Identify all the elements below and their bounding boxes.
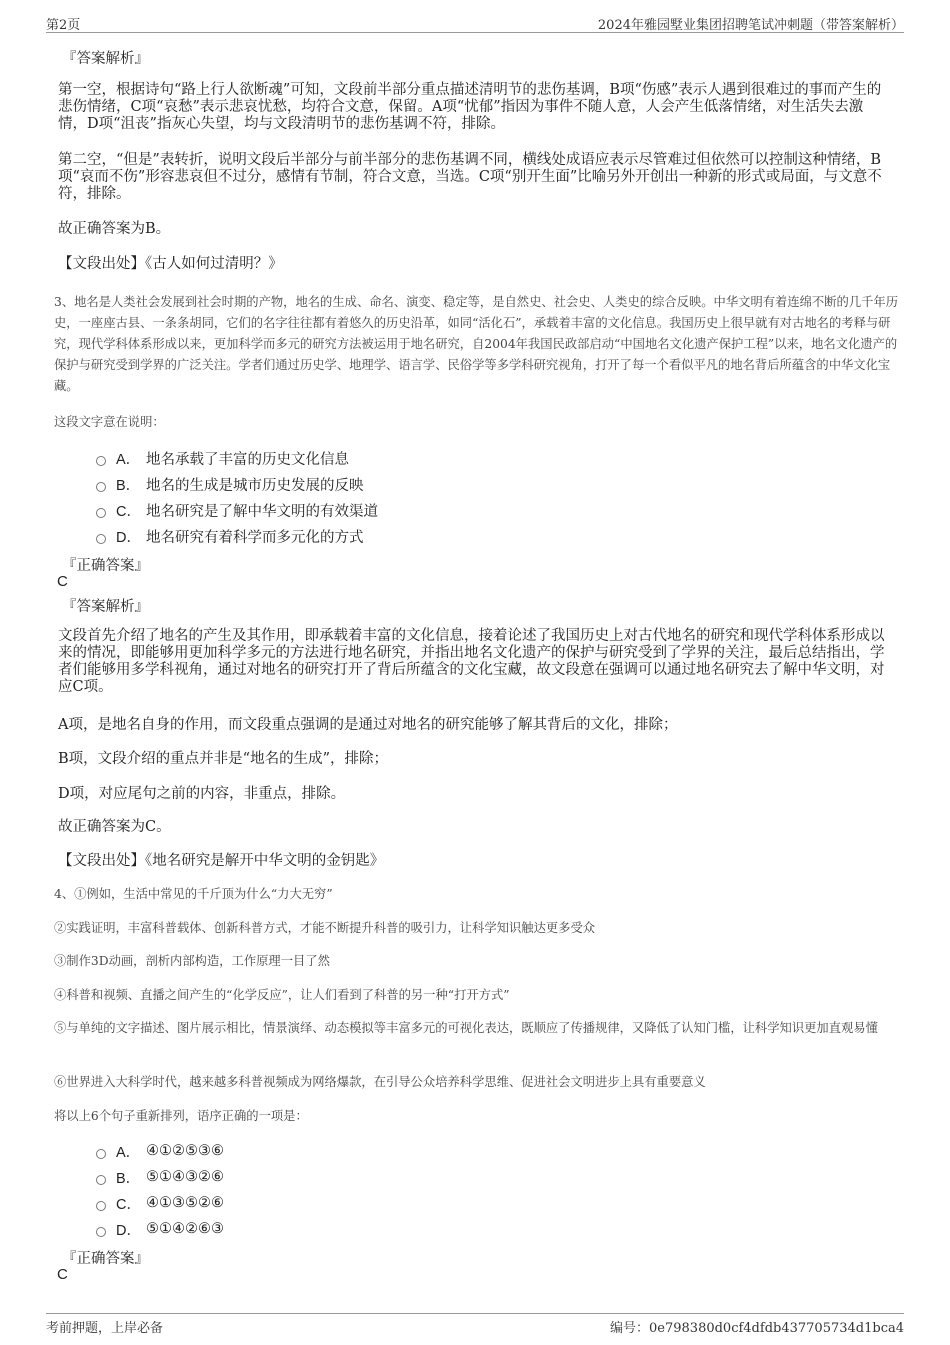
document-id: 编号：0e798380d0cf4dfdb437705734d1bca4 bbox=[610, 1321, 904, 1336]
radio-icon[interactable] bbox=[96, 482, 106, 492]
analysis-label: 『答案解析』 bbox=[62, 599, 149, 615]
option-a[interactable]: A． ④①②⑤③⑥ bbox=[96, 1141, 224, 1161]
radio-icon[interactable] bbox=[96, 1175, 106, 1185]
conclusion: 故正确答案为B。 bbox=[58, 221, 171, 237]
radio-icon[interactable] bbox=[96, 1149, 106, 1159]
question-prompt: 这段文字意在说明： bbox=[54, 415, 165, 429]
sentence-1: 4、①例如，生活中常见的千斤顶为什么“力大无穷” bbox=[54, 887, 333, 901]
correct-answer: C bbox=[57, 573, 68, 590]
sentence-6: ⑥世界进入大科学时代，越来越多科普视频成为网络爆款，在引导公众培养科学思维、促进社会文明进步上具有重要意义 bbox=[54, 1075, 706, 1089]
radio-icon[interactable] bbox=[96, 456, 106, 466]
radio-icon[interactable] bbox=[96, 1227, 106, 1237]
page-header bbox=[46, 12, 904, 33]
question-stem: 3、地名是人类社会发展到社会时期的产物，地名的生成、命名、演变、稳定等，是自然史、社会史、人类史的综合反映。中华文明有着连绵不断的几千年历史，一座座古县、一条条胡同，它们的名字往往都有着悠久的历史沿革，如同“活化石”，承载着丰富的文化信息。我国历史上很早就有对古地名的考释与研究，现代学科体系形成以来，更加科学而多元的研究方法被运用于地名研究，自2004年我国民政部启动“中国地名文化遗产保护工程”以来，地名文化遗产的保护与研究受到学界的广泛关注。学者们通过历史学、地理学、语言学、民俗学等多学科研究视角，打开了每一个看似平凡的地名背后所蕴含的中华文化宝藏。 bbox=[54, 295, 899, 393]
option-b[interactable]: B． 地名的生成是城市历史发展的反映 bbox=[96, 474, 364, 494]
option-c[interactable]: C． 地名研究是了解中华文明的有效渠道 bbox=[96, 500, 378, 520]
correct-answer: C bbox=[57, 1266, 68, 1283]
radio-icon[interactable] bbox=[96, 1201, 106, 1211]
document-title: 2024年雅园墅业集团招聘笔试冲刺题（带答案解析） bbox=[597, 18, 904, 33]
analysis-label: 『答案解析』 bbox=[62, 51, 149, 67]
sentence-4: ④科普和视频、直播之间产生的“化学反应”，让人们看到了科普的另一种“打开方式” bbox=[54, 988, 510, 1002]
analysis-paragraph: 文段首先介绍了地名的产生及其作用，即承载着丰富的文化信息，接着论述了我国历史上对古代地名的研究和现代学科体系形成以来的情况，即能够用更加科学多元的方法进行地名研究，并指出地名文化遗产的保护与研究受到了学界的关注，最后总结指出，学者们能够用多学科视角，通过对地名的研究打开了背后所蕴含的文化宝藏，故文段意在强调可以通过地名研究去了解中华文明，对应C项。 bbox=[58, 628, 885, 695]
source: 【文段出处】《古人如何过清明？》 bbox=[58, 256, 283, 272]
page-number: 第2页 bbox=[46, 18, 81, 33]
footer-slogan: 考前押题，上岸必备 bbox=[46, 1321, 164, 1336]
correct-answer-label: 『正确答案』 bbox=[62, 1251, 149, 1267]
analysis-line: D项，对应尾句之前的内容，非重点，排除。 bbox=[58, 786, 346, 802]
analysis-paragraph: 第一空，根据诗句“路上行人欲断魂”可知，文段前半部分重点描述清明节的悲伤基调，B项“伤感”表示人遇到很难过的事而产生的悲伤情绪，C项“哀愁”表示悲哀忧愁，均符合文意，保留。A项“忧郁”指因为事件不随人意，人会产生低落情绪，对生活失去激情，D项“沮丧”指灰心失望，均与文段清明节的悲伤基调不符，排除。 bbox=[58, 82, 882, 132]
question-prompt: 将以上6个句子重新排列，语序正确的一项是： bbox=[54, 1109, 308, 1123]
page-footer bbox=[46, 1313, 904, 1334]
analysis-line: A项，是地名自身的作用，而文段重点强调的是通过对地名的研究能够了解其背后的文化，排除； bbox=[58, 717, 678, 733]
option-b[interactable]: B． ⑤①④③②⑥ bbox=[96, 1167, 224, 1187]
correct-answer-label: 『正确答案』 bbox=[62, 558, 149, 574]
radio-icon[interactable] bbox=[96, 534, 106, 544]
option-a[interactable]: A． 地名承载了丰富的历史文化信息 bbox=[96, 448, 349, 468]
analysis-paragraph: 第二空，“但是”表转折，说明文段后半部分与前半部分的悲伤基调不同，横线处成语应表示尽管难过但依然可以控制这种情绪，B项“哀而不伤”形容悲哀但不过分，感情有节制，符合文意，当选。C项“别开生面”比喻另外开创出一种新的形式或局面，与文意不符，排除。 bbox=[58, 152, 882, 202]
sentence-2: ②实践证明，丰富科普载体、创新科普方式，才能不断提升科普的吸引力，让科学知识触达更多受众 bbox=[54, 921, 596, 935]
analysis-line: B项，文段介绍的重点并非是“地名的生成”，排除； bbox=[58, 751, 388, 767]
option-d[interactable]: D． ⑤①④②⑥③ bbox=[96, 1219, 224, 1239]
sentence-3: ③制作3D动画，剖析内部构造，工作原理一目了然 bbox=[54, 954, 330, 968]
conclusion: 故正确答案为C。 bbox=[58, 819, 171, 835]
radio-icon[interactable] bbox=[96, 508, 106, 518]
sentence-5: ⑤与单纯的文字描述、图片展示相比，情景演绎、动态模拟等丰富多元的可视化表达，既顺应了传播规律，又降低了认知门槛，让科学知识更加直观易懂 bbox=[54, 1021, 878, 1035]
source: 【文段出处】《地名研究是解开中华文明的金钥匙》 bbox=[58, 853, 385, 869]
option-c[interactable]: C． ④①③⑤②⑥ bbox=[96, 1193, 224, 1213]
option-d[interactable]: D． 地名研究有着科学而多元化的方式 bbox=[96, 526, 364, 546]
